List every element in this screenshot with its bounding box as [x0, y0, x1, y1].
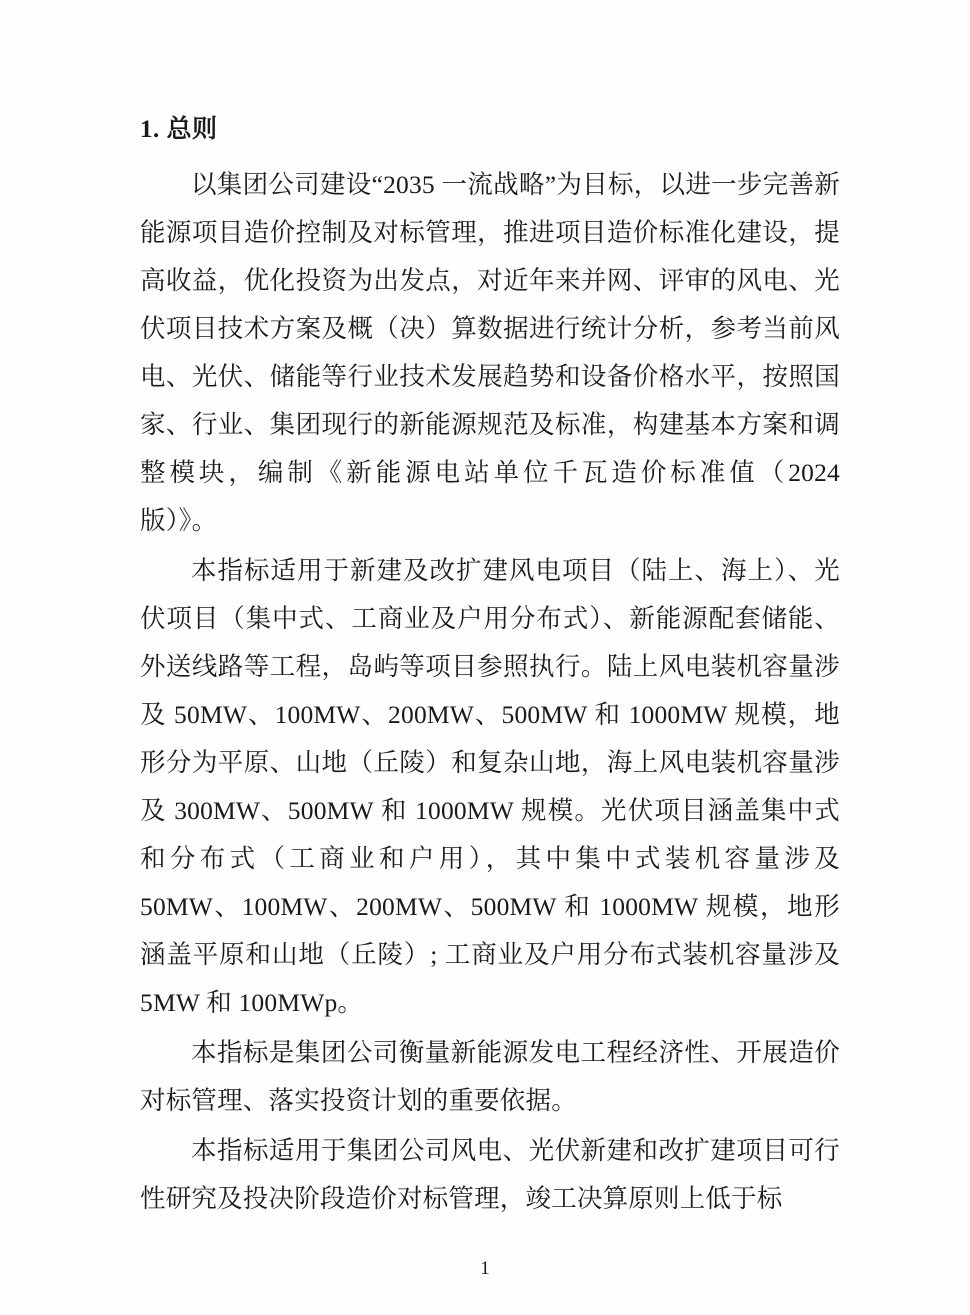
- page-content: [140, 112, 840, 1225]
- section-heading: 1. 总则: [140, 116, 218, 143]
- paragraph-4: 本指标适用于集团公司风电、光伏新建和改扩建项目可行性研究及投决阶段造价对标管理，竣工决算原则上低于标: [140, 1136, 840, 1213]
- paragraph-2: 本指标适用于新建及改扩建风电项目（陆上、海上）、光伏项目（集中式、工商业及户用分布式）、新能源配套储能、外送线路等工程，岛屿等项目参照执行。陆上风电装机容量涉及 50MW、100MW、200MW、500MW 和 1000MW 规模，地形分为平原、山地（丘陵）和复杂山地，海上风电装机容量涉及 300MW、500MW 和 1000MW 规模。光伏项目涵盖集中式和分布式（工商业和户用），其中集中式装机容量涉及 50MW、100MW、200MW、500MW 和 1000MW 规模，地形涵盖平原和山地（丘陵）; 工商业及户用分布式装机容量涉及 5MW 和 100MWp。: [140, 556, 840, 1017]
- paragraph-3: 本指标是集团公司衡量新能源发电工程经济性、开展造价对标管理、落实投资计划的重要依据。: [140, 1038, 840, 1115]
- paragraph-1: 以集团公司建设“2035 一流战略”为目标，以进一步完善新能源项目造价控制及对标管理，推进项目造价标准化建设，提高收益，优化投资为出发点，对近年来并网、评审的风电、光伏项目技术方案及概（决）算数据进行统计分析，参考当前风电、光伏、储能等行业技术发展趋势和设备价格水平，按照国家、行业、集团现行的新能源规范及标准，构建基本方案和调整模块，编制《新能源电站单位千瓦造价标准值（2024 版）》。: [140, 170, 840, 535]
- page-number: 1: [480, 1258, 490, 1279]
